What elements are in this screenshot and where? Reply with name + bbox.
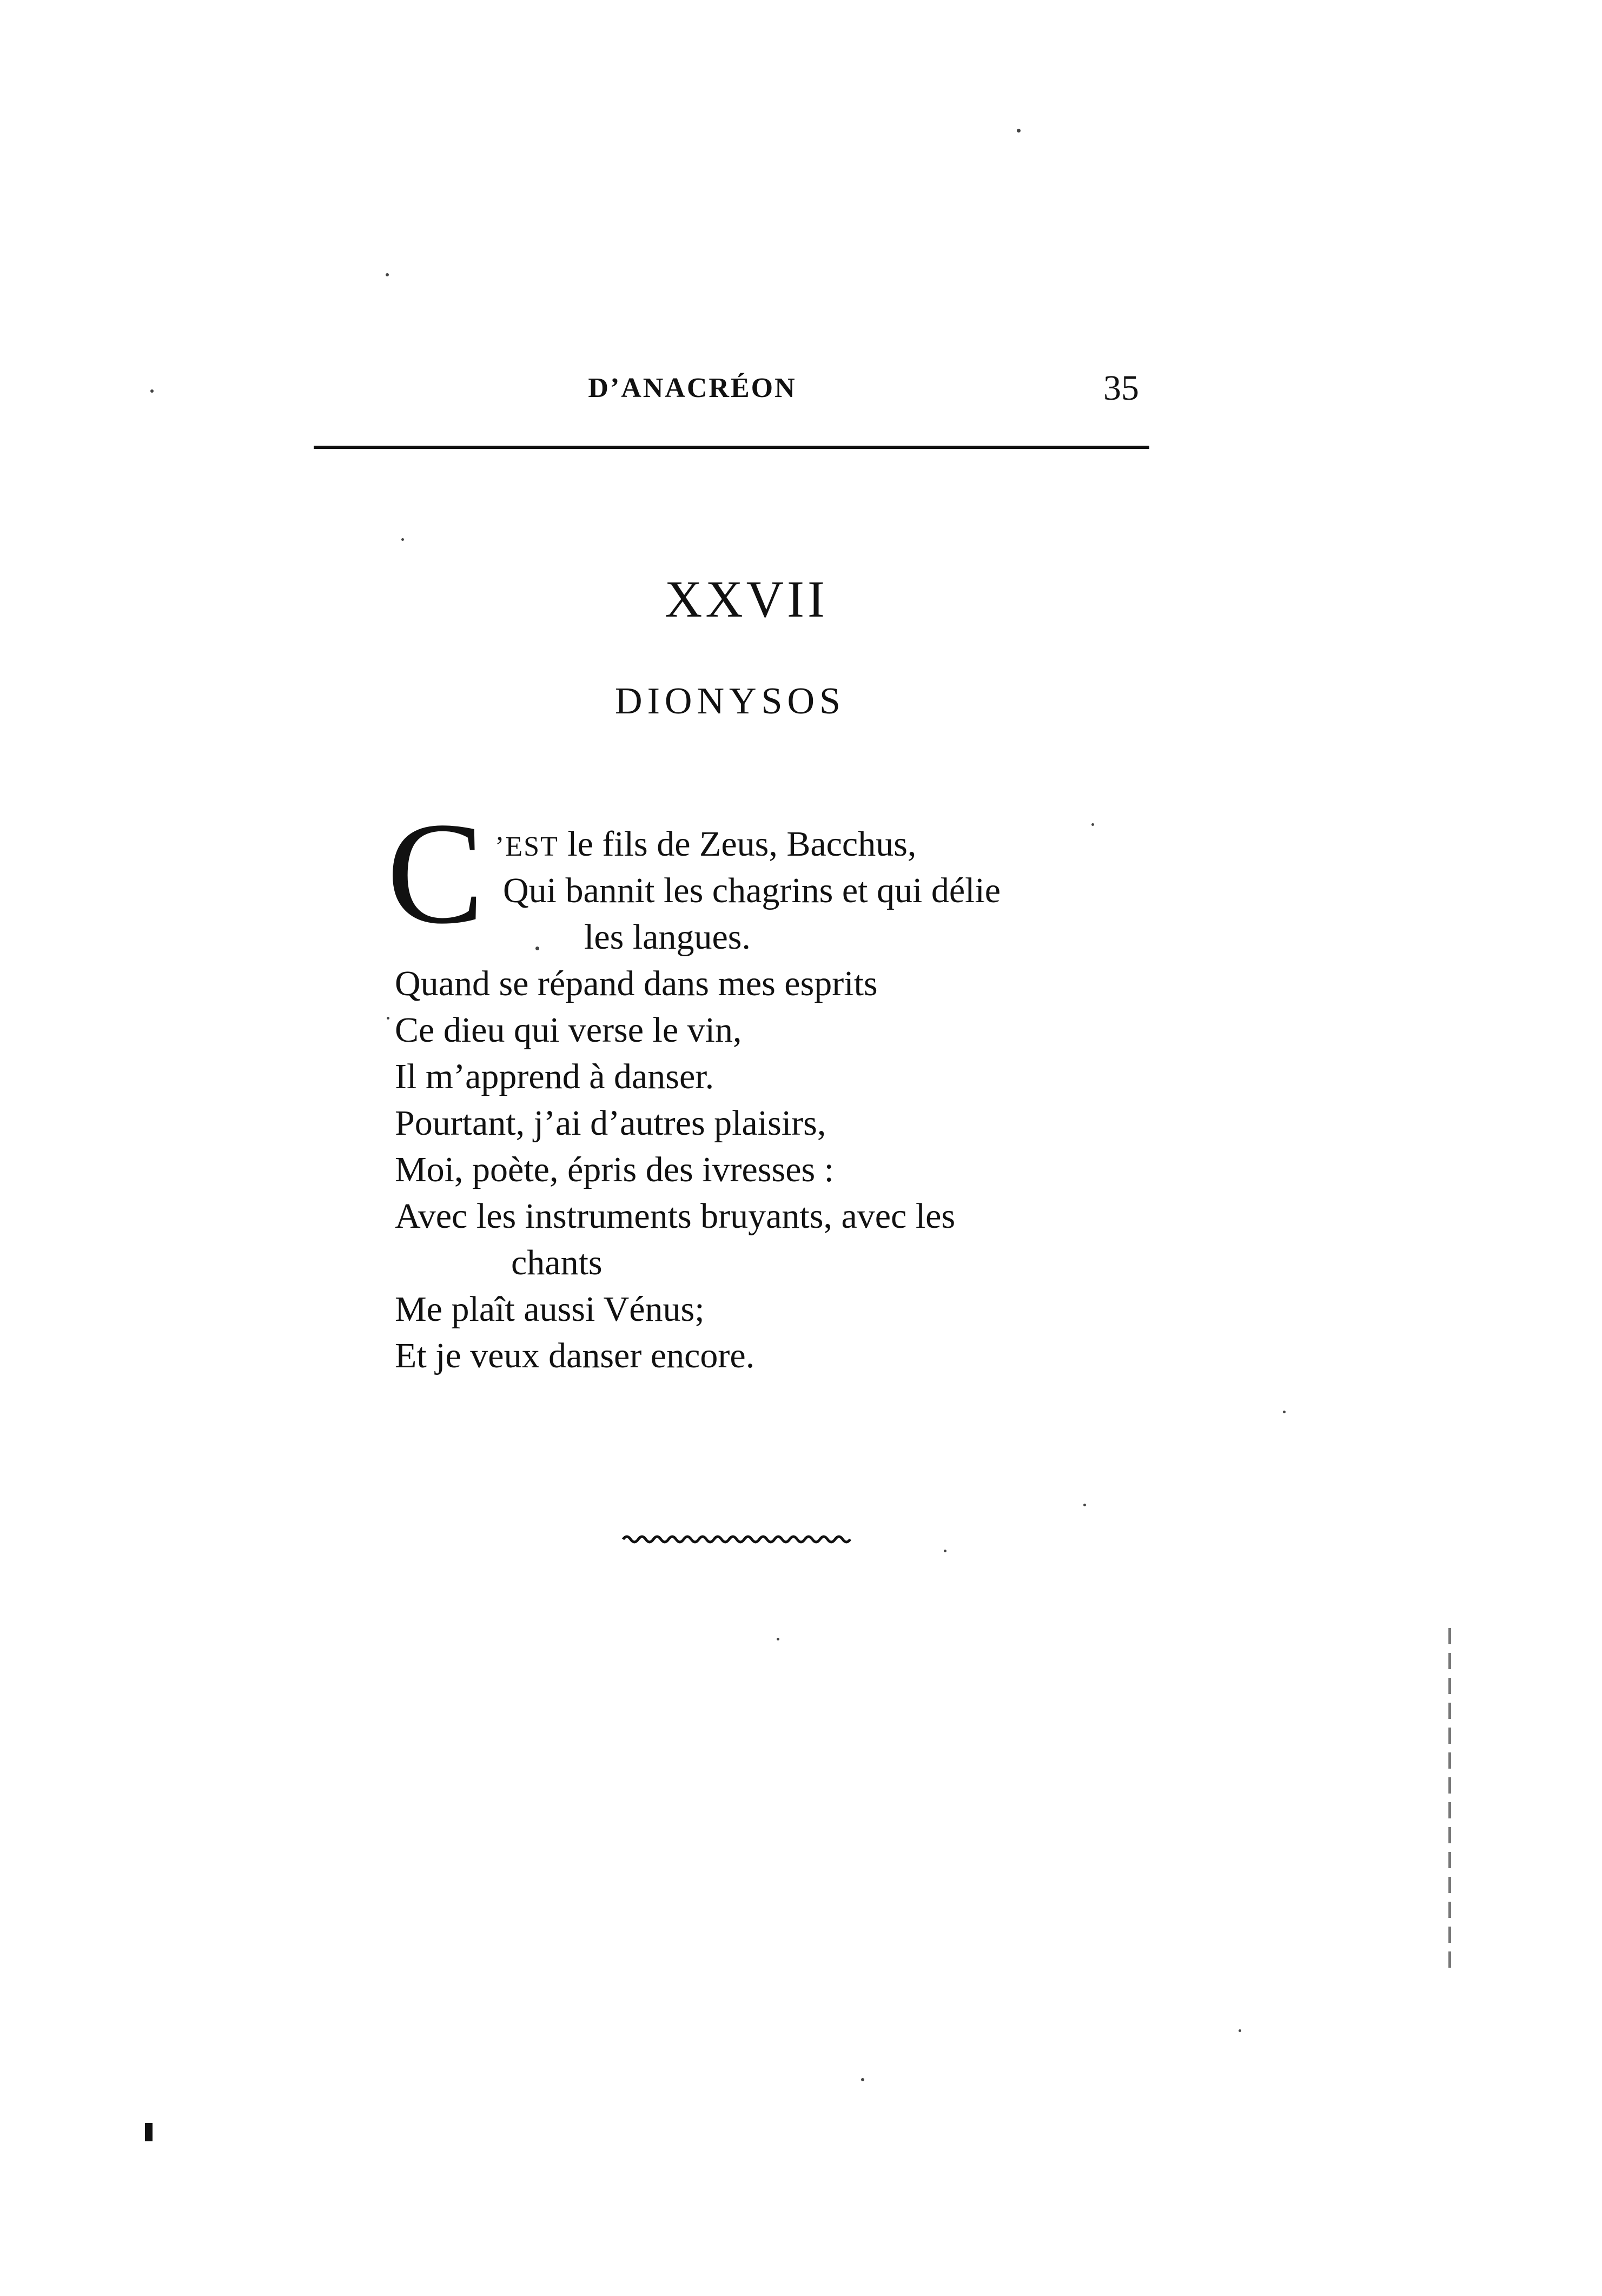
wavy-fleuron xyxy=(622,1532,855,1547)
poem-line: Quand se répand dans mes esprits xyxy=(395,964,878,1003)
paper-speck xyxy=(1283,1411,1286,1413)
margin-scan-mark xyxy=(1448,1628,1451,1974)
paper-speck xyxy=(777,1638,779,1640)
poem-line: chants xyxy=(511,1243,603,1282)
first-word-smallcaps: ’EST xyxy=(495,831,559,862)
drop-cap: C xyxy=(387,792,485,954)
running-head: D’ANACRÉON xyxy=(588,373,797,403)
paper-speck xyxy=(387,1017,389,1020)
paper-speck xyxy=(1239,2029,1241,2032)
paper-speck xyxy=(861,2078,864,2081)
poem-line: Me plaît aussi Vénus; xyxy=(395,1289,705,1329)
poem-title: DIONYSOS xyxy=(615,680,845,722)
poem-line: Avec les instruments bruyants, avec les xyxy=(395,1196,956,1236)
paper-speck xyxy=(150,389,154,393)
page-number: 35 xyxy=(1103,368,1139,408)
ink-blot xyxy=(145,2123,153,2141)
paper-speck xyxy=(401,538,404,541)
paper-speck xyxy=(944,1550,946,1552)
paper-speck xyxy=(1091,823,1094,826)
poem-line xyxy=(495,826,916,862)
poem-line: Pourtant, j’ai d’autres plaisirs, xyxy=(395,1103,826,1143)
poem-line: Moi, poète, épris des ivresses : xyxy=(395,1150,835,1189)
poem-line-text: le fils de Zeus, Bacchus, xyxy=(567,824,917,864)
poem-line: Et je veux danser encore. xyxy=(395,1336,755,1375)
paper-speck xyxy=(535,947,539,950)
poem-line: Il m’apprend à danser. xyxy=(395,1057,714,1096)
poem-line: les langues. xyxy=(584,917,751,957)
paper-speck xyxy=(386,273,389,276)
paper-speck xyxy=(1083,1504,1086,1506)
header-rule xyxy=(314,446,1149,449)
poem-number: XXVII xyxy=(665,570,828,628)
poem-line: Qui bannit les chagrins et qui délie xyxy=(503,871,1001,910)
poem-line: Ce dieu qui verse le vin, xyxy=(395,1010,742,1050)
paper-speck xyxy=(1017,129,1021,133)
